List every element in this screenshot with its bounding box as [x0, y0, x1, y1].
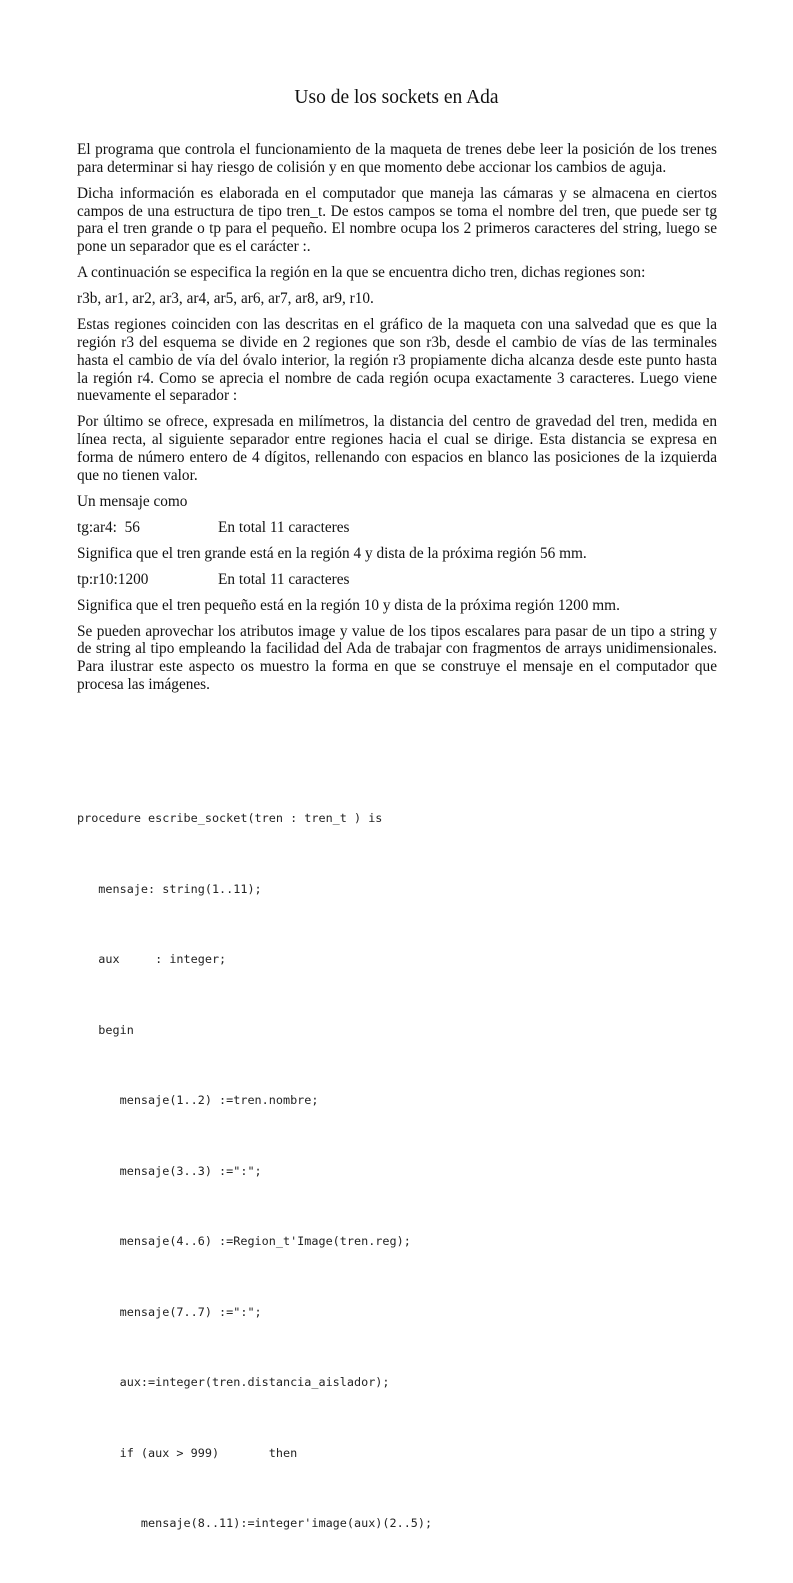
code-line: if (aux > 999) then: [77, 1445, 298, 1460]
paragraph-message-intro: Un mensaje como: [77, 492, 188, 510]
code-line: mensaje: string(1..11);: [77, 881, 262, 896]
code-line: aux : integer;: [77, 952, 227, 966]
document-body: [77, 141, 717, 702]
paragraph-example-1-meaning: Significa que el tren grande está en la región 4 y dista de la próxima región 56 mm.: [77, 544, 587, 562]
code-line: procedure escribe_socket(tren : tren_t ) is: [77, 811, 383, 825]
example-note: En total 11 caracteres: [218, 518, 350, 536]
code-line: mensaje(1..2) :=tren.nombre;: [77, 1093, 319, 1107]
code-line: mensaje(3..3) :=":";: [77, 1163, 262, 1178]
paragraph-regions-list: r3b, ar1, ar2, ar3, ar4, ar5, ar6, ar7, ar8, ar9, r10.: [77, 290, 374, 308]
code-line: begin: [77, 1022, 134, 1037]
code-listing: [77, 760, 717, 1583]
example-message-1: [77, 519, 717, 537]
paragraph-intro: El programa que controla el funcionamiento de la maqueta de trenes debe leer la posición de los trenes para determinar si hay riesgo de colisión y en que momento debe accionar los cambios de aguja.: [77, 141, 717, 176]
example-code: tp:r10:1200: [77, 570, 149, 588]
code-line: mensaje(4..6) :=Region_t'Image(tren.reg);: [77, 1234, 411, 1248]
example-code: tg:ar4: 56: [77, 518, 140, 536]
paragraph-attributes: Se pueden aprovechar los atributos image y value de los tipos escalares para pasar de un tipo a string y de string al tipo empleando la facilidad del Ada de trabajar con fragmentos de arrays unidimensionales. Para ilustrar este aspecto os muestro la forma en que se construye el mensaje en el computador que procesa las imágenes.: [77, 622, 717, 693]
paragraph-example-2-meaning: Significa que el tren pequeño está en la región 10 y dista de la próxima región 1200 mm.: [77, 596, 620, 614]
paragraph-regions-detail: Estas regiones coinciden con las descritas en el gráfico de la maqueta con una salvedad que es que la región r3 del esquema se divide en 2 regiones que son r3b, desde el cambio de vías de las terminales hasta el cambio de vía del óvalo interior, la región r3 propiamente dicha alcanza desde este punto hasta la región r4. Como se aprecia el nombre de cada región ocupa exactamente 3 caracteres. Luego viene nuevamente el separador :: [77, 316, 717, 405]
paragraph-regions-intro: A continuación se especifica la región en la que se encuentra dicho tren, dichas regiones son:: [77, 264, 646, 282]
example-message-2: [77, 571, 717, 589]
paragraph-data-structure: Dicha información es elaborada en el computador que maneja las cámaras y se almacena en ciertos campos de una estructura de tipo tren_t. De estos campos se toma el nombre del tren, que puede ser tg para el tren grande o tp para el pequeño. El nombre ocupa los 2 primeros caracteres del string, luego se pone un separador que es el carácter :.: [77, 184, 717, 256]
document-title: Uso de los sockets en Ada: [294, 87, 499, 108]
example-note: En total 11 caracteres: [218, 570, 350, 588]
code-line: mensaje(8..11):=integer'image(aux)(2..5);: [77, 1516, 433, 1530]
code-line: aux:=integer(tren.distancia_aislador);: [77, 1375, 390, 1389]
code-line: mensaje(7..7) :=":";: [77, 1304, 262, 1319]
paragraph-distance: Por último se ofrece, expresada en milímetros, la distancia del centro de gravedad del tren, medida en línea recta, al siguiente separador entre regiones hacia el cual se dirige. Esta distancia se expresa en forma de número entero de 4 dígitos, rellenando con espacios en blanco las posiciones de la izquierda que no tienen valor.: [77, 413, 717, 484]
